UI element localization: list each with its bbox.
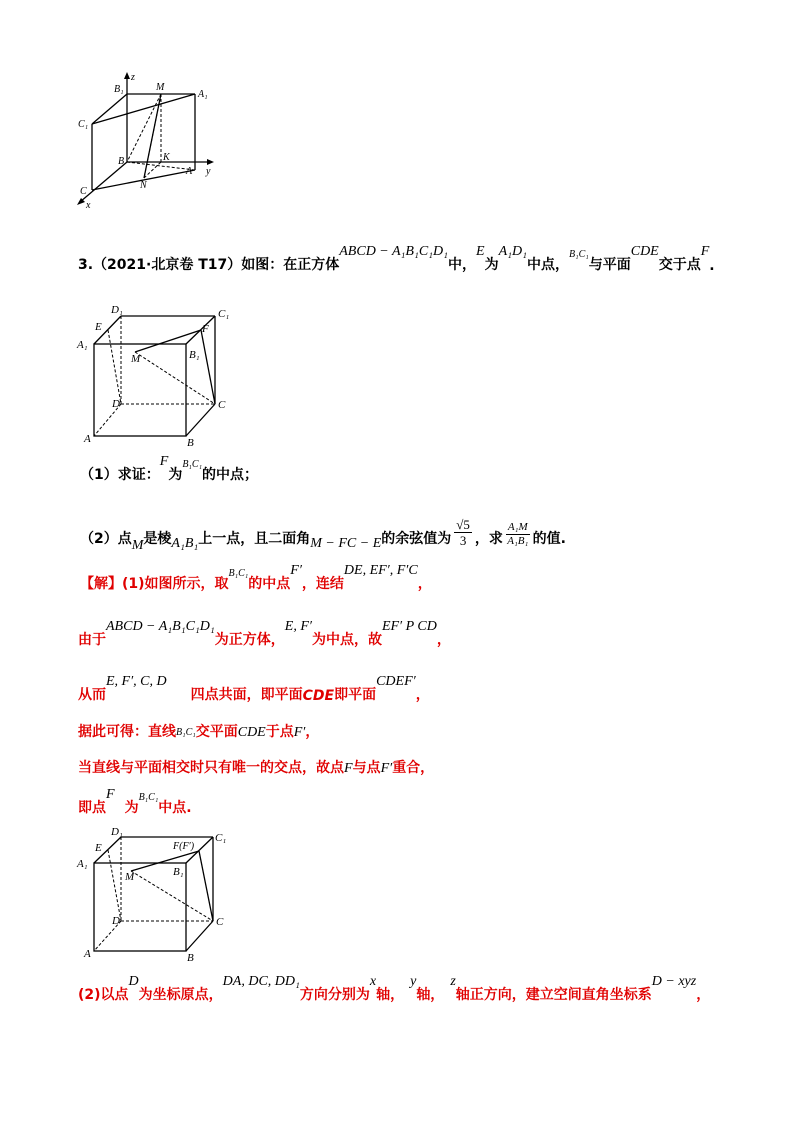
q2-suffix: 的值.: [532, 531, 566, 547]
label-B: B: [187, 437, 194, 449]
fig3-label-C1: C₁: [215, 832, 227, 844]
s1-B1C1: B₁C₁: [228, 568, 249, 579]
label-F: F: [202, 323, 209, 335]
s2-cube: ABCD − A₁B₁C₁D₁: [106, 619, 215, 634]
s1-Fp: F′: [290, 563, 302, 578]
label-C1: C₁: [218, 308, 230, 320]
cos-numerator: √5: [456, 517, 470, 532]
q2-edge-A1B1: A₁B₁: [171, 536, 199, 551]
label-E: E: [95, 321, 102, 333]
s6-text3: 中点.: [158, 800, 192, 816]
s6-B1C1: B₁C₁: [138, 792, 159, 803]
q2-cos-text: 的余弦值为: [381, 531, 452, 547]
q2-point-M: M: [131, 538, 144, 553]
s5-text2: 与点: [352, 760, 381, 776]
prism-figure: [60, 70, 230, 210]
solution-line-6: [78, 787, 192, 817]
s1-text2: 的中点: [248, 576, 291, 592]
s3-comma: ，: [415, 687, 430, 703]
q1-point-F: F: [159, 454, 169, 469]
s2-text3: 为中点，故: [311, 632, 382, 648]
text-and-plane: 与平面: [588, 257, 631, 273]
s2-text1: 由于: [78, 632, 106, 648]
label-D: D: [112, 398, 120, 410]
q1-prefix: （1）求证：: [80, 467, 160, 483]
s4-CDE: CDE: [237, 725, 266, 740]
s7-text6: 轴正方向，建立空间直角坐标系: [455, 987, 652, 1003]
fig3-label-C: C: [216, 916, 224, 928]
cos-denominator: 3: [459, 533, 467, 548]
label-A: A: [84, 433, 91, 445]
fig3-label-D1: D₁: [111, 826, 123, 838]
segment-B1C1: B₁C₁: [569, 249, 589, 260]
s7-text2: 为坐标原点，: [138, 987, 223, 1003]
s7-y: y: [410, 974, 417, 989]
s2-points: E, F′: [284, 619, 312, 634]
s1-text1: (1)如图所示，取: [122, 576, 229, 592]
s3-text2: 四点共面，即平面: [190, 687, 303, 703]
segment-A1D1: A₁D₁: [498, 244, 527, 259]
s5-text3: 重合，: [392, 760, 435, 776]
q2-on-edge: 是棱: [143, 531, 172, 547]
text-intersect: 交于点: [658, 257, 701, 273]
label-D1: D₁: [111, 304, 123, 316]
s2-parallel: EF′ P CD: [381, 619, 437, 634]
q2-dihedral-text: 上一点，且二面角: [198, 531, 311, 547]
s4-comma: ，: [305, 724, 320, 740]
s3-plane: CDEF′: [376, 674, 416, 689]
s7-text4: 轴，: [376, 987, 405, 1003]
ratio-fraction: [506, 521, 530, 548]
solution-line-1: [80, 563, 432, 593]
s7-axes: DA, DC, DD₁: [222, 974, 300, 989]
solution-tag: 【解】: [80, 576, 122, 592]
label-x: x: [86, 200, 91, 210]
s7-x: x: [369, 974, 377, 989]
label-C: C: [80, 186, 87, 197]
s7-text5: 轴，: [416, 987, 445, 1003]
solution-line-7: [78, 974, 711, 1004]
label-A: A: [186, 166, 193, 177]
text-zhong: 中，: [448, 257, 477, 273]
text-period: .: [709, 258, 715, 274]
fig3-label-B1: B₁: [173, 866, 184, 878]
q1-wei: 为: [168, 467, 183, 483]
s2-comma: ，: [436, 632, 451, 648]
q2-dihedral-angle: M − FC − E: [310, 536, 382, 551]
label-A1: A₁: [198, 89, 208, 100]
solution-line-5: [78, 755, 434, 777]
s4-Fp: F′: [293, 725, 306, 740]
question-2: [80, 516, 566, 553]
s5-Fp: F′: [380, 761, 393, 776]
label-M: M: [156, 82, 165, 93]
point-E: E: [476, 244, 485, 259]
label-K: K: [163, 152, 170, 163]
s4-text2: 交平面: [195, 724, 238, 740]
fig3-label-F-Fp: F(F′): [173, 841, 195, 852]
s7-text1: (2)以点: [78, 987, 129, 1003]
q1-suffix: 的中点；: [202, 467, 259, 483]
fig3-label-B: B: [187, 952, 194, 964]
s3-text1: 从而: [78, 687, 106, 703]
s7-text3: 方向分别为: [299, 987, 370, 1003]
q1-segment-B1C1: B₁C₁: [182, 459, 203, 470]
cos-value-fraction: [454, 517, 472, 548]
fig3-label-A1: A₁: [77, 858, 88, 870]
s7-z: z: [450, 974, 456, 989]
s2-text2: 为正方体，: [214, 632, 285, 648]
label-B1: B₁: [114, 84, 124, 95]
fig3-label-M: M: [125, 871, 135, 883]
fig3-label-D: D: [112, 915, 120, 927]
s4-B1C1: B₁C₁: [176, 727, 196, 738]
s6-text2: 为: [124, 800, 139, 816]
question-1: [80, 454, 259, 484]
solution-line-3: [78, 674, 430, 704]
s5-F: F: [344, 761, 353, 776]
label-B: B: [118, 156, 125, 167]
label-C1: C₁: [78, 119, 89, 130]
solution-line-4: [78, 719, 319, 741]
s1-text3: ，连结: [301, 576, 344, 592]
point-F: F: [700, 244, 710, 259]
s5-text1: 当直线与平面相交时只有唯一的交点，故点: [78, 760, 344, 776]
s3-text3: 即平面: [334, 687, 377, 703]
s6-F: F: [106, 787, 115, 802]
label-N: N: [140, 180, 147, 191]
s4-text3: 于点: [265, 724, 294, 740]
s1-comma: ，: [417, 576, 432, 592]
s6-text1: 即点: [78, 800, 106, 816]
label-C: C: [218, 399, 226, 411]
s7-system: D − xyz: [651, 974, 697, 989]
s1-lines: DE, EF′, F′C: [343, 563, 418, 578]
label-B1: B₁: [189, 349, 200, 361]
q2-ask: ，求: [474, 531, 503, 547]
fig3-label-A: A: [84, 948, 91, 960]
q2-prefix: （2）点: [80, 531, 132, 547]
cube-figure-solution: [75, 825, 235, 965]
ratio-denominator: A₁B₁: [507, 535, 529, 547]
cube-name: ABCD − A₁B₁C₁D₁: [339, 244, 449, 259]
cube-figure: [75, 300, 235, 450]
label-y: y: [206, 166, 211, 177]
text-wei: 为: [484, 257, 499, 273]
problem-3-statement: [78, 244, 715, 274]
label-z: z: [131, 72, 135, 83]
s3-points: E, F′, C, D: [106, 674, 167, 689]
label-M: M: [131, 353, 141, 365]
text-midpoint: 中点，: [527, 257, 569, 273]
s7-D: D: [128, 974, 139, 989]
fig3-label-E: E: [95, 842, 102, 854]
label-A1: A₁: [77, 339, 88, 351]
plane-CDE: CDE: [630, 244, 659, 259]
s3-CDE: CDE: [302, 688, 335, 704]
s4-text1: 据此可得：直线: [78, 724, 176, 740]
problem-3-intro: 3.（2021·北京卷 T17）如图：在正方体: [78, 257, 340, 273]
ratio-numerator: A₁M: [507, 521, 528, 533]
solution-line-2: [78, 619, 451, 649]
s7-comma: ，: [696, 987, 711, 1003]
